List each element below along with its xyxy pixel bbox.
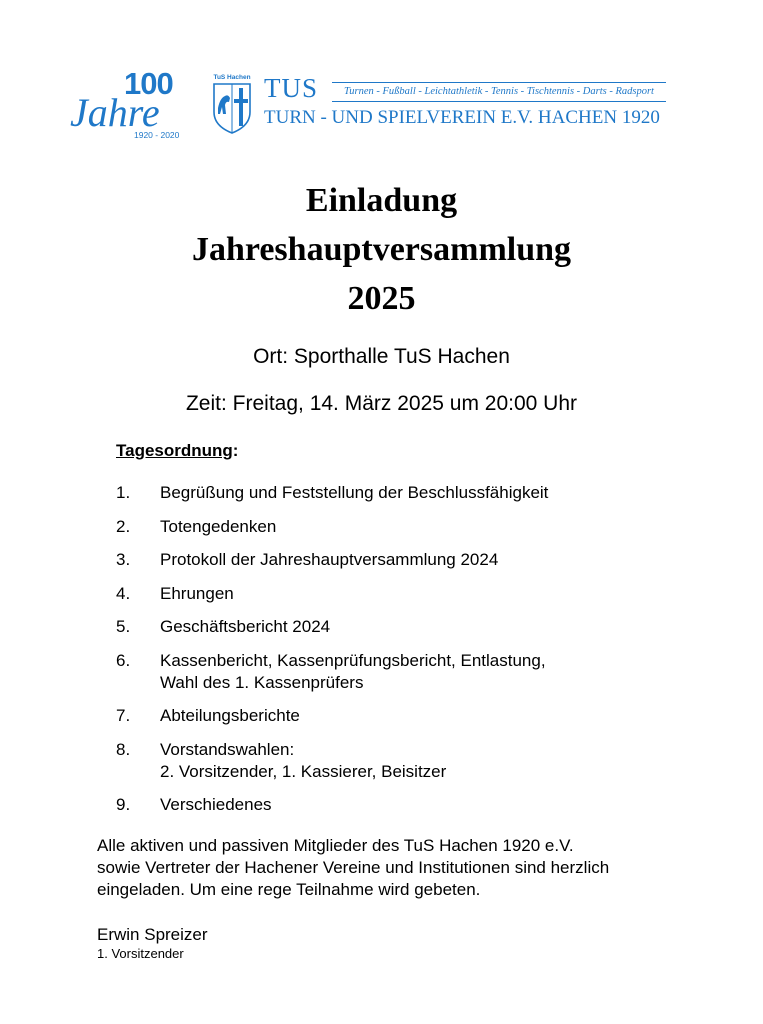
agenda-item — [116, 583, 676, 605]
agenda-item-line: Begrüßung und Feststellung der Beschlussfähigkeit — [160, 483, 549, 502]
header-rule-bottom — [332, 101, 666, 102]
agenda-item — [116, 516, 676, 538]
agenda-item-text — [160, 616, 680, 638]
closing-paragraph — [97, 835, 717, 901]
venue-text: Ort: Sporthalle TuS Hachen — [253, 345, 510, 368]
closing-line: eingeladen. Um eine rege Teilnahme wird gebeten. — [97, 880, 481, 899]
agenda-heading-label: Tagesordnung — [116, 441, 233, 460]
letterhead — [0, 0, 763, 150]
agenda-item-line: Ehrungen — [160, 583, 234, 603]
agenda-item — [116, 650, 676, 694]
document-title — [0, 176, 763, 323]
sports-list: Turnen - Fußball - Leichtathletik - Tennis - Tischtennis - Darts - Radsport — [344, 86, 654, 97]
jubilee-number: 100 — [124, 66, 173, 101]
agenda-item-number: 9. — [116, 795, 131, 814]
agenda-item — [116, 705, 676, 727]
agenda-item-number: 2. — [116, 516, 131, 536]
agenda-item-line: Abteilungsberichte — [160, 706, 300, 725]
agenda-item-line: Wahl des 1. Kassenprüfers — [160, 672, 364, 692]
closing-line: sowie Vertreter der Hachener Vereine und Institutionen sind herzlich — [97, 858, 610, 877]
agenda-item-line: Kassenbericht, Kassenprüfungsbericht, Entlastung, — [160, 650, 546, 670]
agenda-item-number: 7. — [116, 706, 131, 725]
agenda-item — [116, 794, 676, 816]
agenda-item-text — [160, 794, 680, 816]
title-line: Jahreshauptversammlung — [191, 231, 572, 268]
closing-line: Alle aktiven und passiven Mitglieder des TuS Hachen 1920 e.V. — [97, 836, 574, 855]
signature-name: Erwin Spreizer — [97, 925, 208, 944]
agenda-item-number: 6. — [116, 650, 131, 670]
agenda-item-number: 5. — [116, 617, 131, 636]
agenda-item-text — [160, 705, 680, 727]
time-text: Zeit: Freitag, 14. März 2025 um 20:00 Uhr — [185, 392, 577, 415]
agenda-item — [116, 616, 676, 638]
club-crest — [209, 72, 255, 134]
agenda-item — [116, 482, 676, 504]
agenda-item-text — [160, 549, 680, 571]
agenda-item-line: Totengedenken — [160, 516, 277, 536]
crest-label: TuS Hachen — [213, 74, 251, 81]
header-rule-top — [332, 82, 666, 83]
club-short-name: TUS — [264, 73, 319, 103]
agenda-item-text — [160, 482, 680, 504]
agenda-item-line: Vorstandswahlen: — [160, 739, 295, 759]
jubilee-logo — [68, 66, 204, 140]
agenda-item-text — [160, 650, 680, 694]
agenda-item — [116, 739, 676, 783]
title-line: Einladung — [305, 182, 458, 219]
signature-role: 1. Vorsitzender — [97, 946, 184, 961]
agenda-heading — [116, 440, 238, 462]
agenda-item-line: Protokoll der Jahreshauptversammlung 2024 — [160, 550, 499, 569]
agenda-item-line: Geschäftsbericht 2024 — [160, 617, 331, 636]
agenda-item-text — [160, 583, 680, 605]
club-full-name: TURN - UND SPIELVEREIN E.V. HACHEN 1920 — [264, 107, 660, 128]
agenda-item-number: 8. — [116, 739, 131, 759]
title-line: 2025 — [347, 280, 416, 317]
agenda-item-line: 2. Vorsitzender, 1. Kassierer, Beisitzer — [160, 761, 447, 781]
agenda-item-number: 1. — [116, 483, 131, 502]
agenda-item-text — [160, 739, 680, 783]
agenda-item-number: 4. — [116, 583, 131, 603]
agenda-item — [116, 549, 676, 571]
agenda-heading-colon: : — [232, 441, 239, 460]
agenda-item-text — [160, 516, 680, 538]
jubilee-years: 1920 - 2020 — [134, 130, 180, 140]
jubilee-word: Jahre — [70, 90, 160, 135]
agenda-item-number: 3. — [116, 550, 131, 569]
agenda-item-line: Verschiedenes — [160, 795, 272, 814]
